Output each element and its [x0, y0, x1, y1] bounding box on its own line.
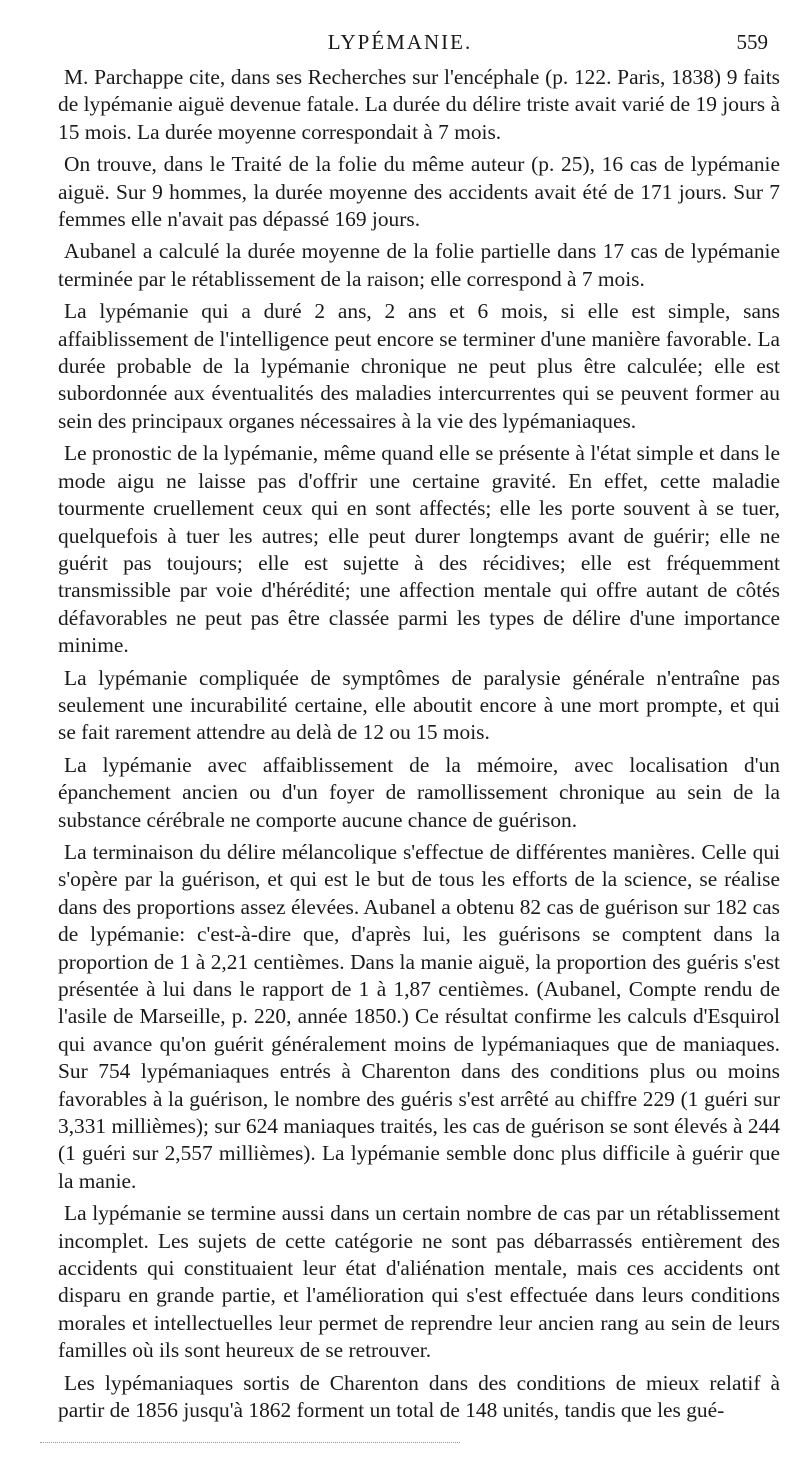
paragraph: La terminaison du délire mélancolique s'effectue de différentes manières. Celle qui s'opère par la guérison, et qui est le but de tous les efforts de la science, se réalise dans des proportions assez élevées. Aubanel a obtenu 82 cas de guérison sur 182 cas de lypémanie: c'est-à-dire que, d'après lui, les guérisons se comptent dans la proportion de 1 à 2,21 centièmes. Dans la manie aiguë, la proportion des guéris s'est présentée à lui dans le rapport de 1 à 1,87 centièmes. (Aubanel, Compte rendu de l'asile de Marseille, p. 220, année 1850.) Ce résultat confirme les calculs d'Esquirol qui avance qu'on guérit généralement moins de lypémaniaques que de maniaques. Sur 754 lypémaniaques entrés à Charenton dans des conditions plus ou moins favorables à la guérison, le nombre des guéris s'est arrêté au chiffre 229 (1 guéri sur 3,331 millièmes); sur 624 maniaques traités, les cas de guérison se sont élevés à 244 (1 guéri sur 2,557 millièmes). La lypémanie semble donc plus difficile à guérir que la manie. [58, 839, 780, 1193]
paragraph: Les lypémaniaques sortis de Charenton dans des conditions de mieux relatif à partir de 1856 jusqu'à 1862 forment un total de 148 unités, tandis que les gué- [58, 1370, 780, 1423]
paragraph: La lypémanie se termine aussi dans un certain nombre de cas par un rétablissement incomplet. Les sujets de cette catégorie ne sont pas débarrassés entièrement des accidents qui constituaient leur état d'aliénation mentale, mais ces accidents ont disparu en grande partie, et l'amélioration qui s'est effectuée dans leurs conditions morales et intellectuelles leur permet de reprendre leur ancien rang au sein de leurs familles où ils sont heureux de se retrouver. [58, 1201, 780, 1363]
paragraph: La lypémanie compliquée de symptômes de paralysie générale n'entraîne pas seulement une incurabilité certaine, elle aboutit encore à une mort prompte, et qui se fait rarement attendre au delà de 12 ou 15 mois. [58, 665, 780, 745]
running-title: LYPÉMANIE. [327, 30, 473, 54]
paragraph: M. Parchappe cite, dans ses Recherches sur l'encéphale (p. 122. Paris, 1838) 9 faits de lypémanie aiguë devenue fatale. La durée du délire triste avait varié de 19 jours à 15 mois. La durée moyenne correspondait à 7 mois. [58, 65, 780, 144]
footer-dotted-rule [40, 1442, 460, 1443]
paragraph: La lypémanie qui a duré 2 ans, 2 ans et 6 mois, si elle est simple, sans affaiblissement de l'intelligence peut encore se terminer d'une manière favorable. La durée probable de la lypémanie chronique ne peut plus être calculée; elle est subordonnée aux éventualités des maladies intercurrentes qui se peuvent former au sein des principaux organes nécessaires à la vie des lypémaniaques. [58, 299, 780, 433]
paragraph: Aubanel a calculé la durée moyenne de la folie partielle dans 17 cas de lypémanie terminée par le rétablissement de la raison; elle correspond à 7 mois. [58, 239, 780, 291]
paragraph: On trouve, dans le Traité de la folie du même auteur (p. 25), 16 cas de lypémanie aiguë. Sur 9 hommes, la durée moyenne des accidents avait été de 171 jours. Sur 7 femmes elle n'avait pas dépassé 169 jours. [58, 152, 780, 232]
page-header [0, 30, 800, 60]
paragraph: Le pronostic de la lypémanie, même quand elle se présente à l'état simple et dans le mode aigu ne laisse pas d'offrir une certaine gravité. En effet, cette maladie tourmente cruellement ceux qui en sont affectés; elle les porte souvent à se tuer, quelquefois à tuer les autres; elle peut durer longtemps avant de guérir; elle ne guérit pas toujours; elle est sujette à des récidives; elle est fréquemment transmissible par voie d'hérédité; une affection mentale qui offre autant de côtés défavorables ne peut pas être classée parmi les types de délire d'une importance minime. [58, 441, 780, 658]
body-text [58, 64, 780, 1430]
page-number: 559 [736, 30, 768, 54]
paragraph: La lypémanie avec affaiblissement de la mémoire, avec localisation d'un épanchement ancien ou d'un foyer de ramollissement chronique au sein de la substance cérébrale ne comporte aucune chance de guérison. [58, 752, 780, 832]
